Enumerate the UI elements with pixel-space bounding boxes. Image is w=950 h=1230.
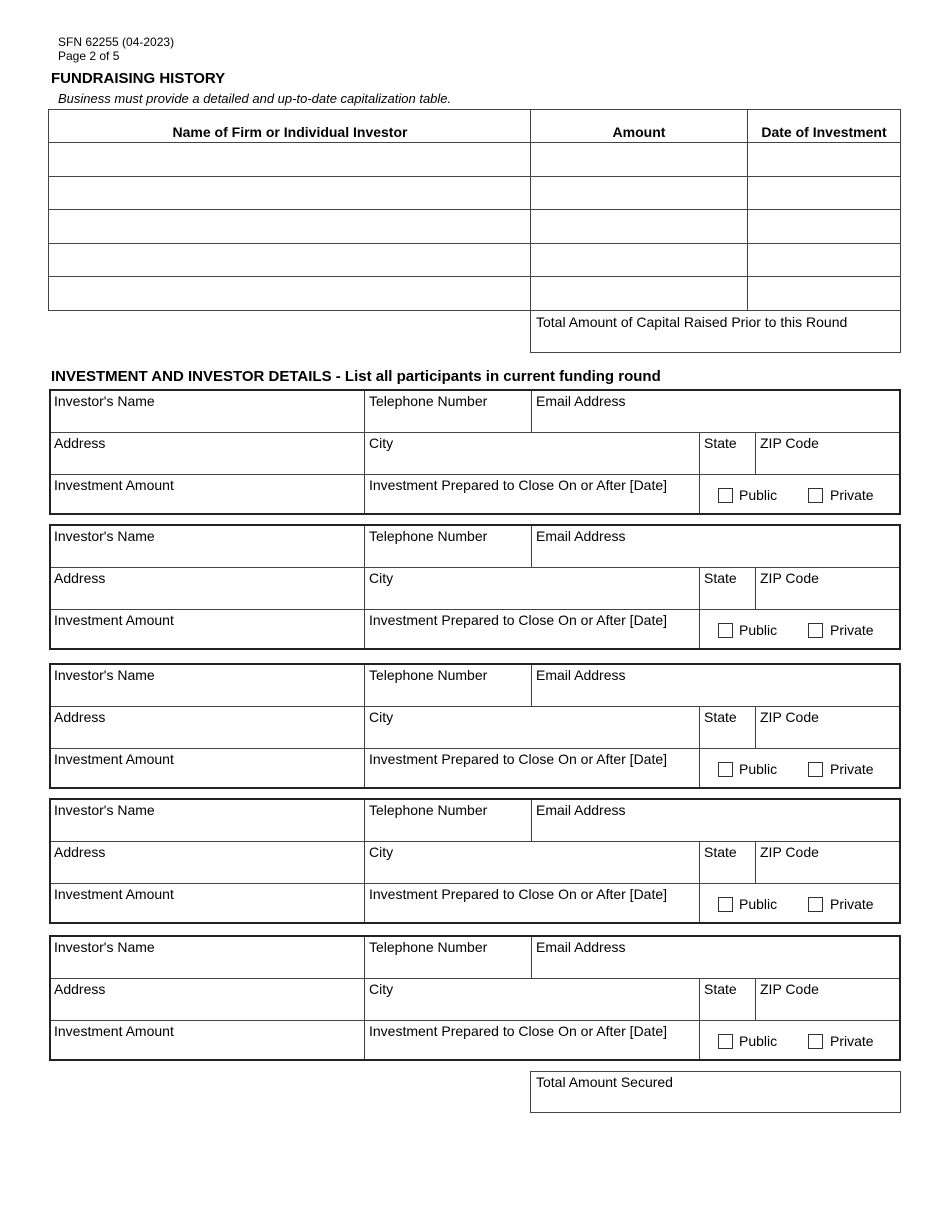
email-label: Email Address	[536, 939, 626, 955]
city-label: City	[369, 570, 394, 586]
state-label: State	[704, 981, 737, 997]
zip-label: ZIP Code	[760, 709, 819, 725]
fundraising-row-4-amount[interactable]	[531, 244, 746, 275]
investor-block-3	[49, 663, 901, 789]
public-label: Public	[739, 1033, 778, 1049]
investment-amount-field[interactable]	[51, 1021, 363, 1059]
fundraising-row-1-investor[interactable]	[49, 143, 529, 175]
email-label: Email Address	[536, 528, 626, 544]
state-label: State	[704, 709, 737, 725]
form-number: SFN 62255 (04-2023)	[58, 35, 175, 49]
close-date-label: Investment Prepared to Close On or After [Date]	[369, 751, 668, 767]
email-field[interactable]	[532, 526, 899, 567]
close-date-field[interactable]	[365, 1021, 699, 1059]
telephone-field[interactable]	[365, 937, 531, 978]
fundraising-row-5-amount[interactable]	[531, 277, 746, 309]
investment-title: INVESTMENT AND INVESTOR DETAILS - List all participants in current funding round	[51, 368, 661, 385]
email-field[interactable]	[532, 391, 899, 432]
investment-amount-label: Investment Amount	[54, 886, 174, 902]
total-prior-field[interactable]	[530, 310, 901, 353]
investment-amount-field[interactable]	[51, 610, 363, 648]
close-date-field[interactable]	[365, 610, 699, 648]
investor-name-field[interactable]	[51, 391, 363, 432]
telephone-label: Telephone Number	[369, 667, 488, 683]
public-checkbox[interactable]	[718, 1034, 733, 1049]
fundraising-row-2-amount[interactable]	[531, 177, 746, 208]
col-header-investor: Name of Firm or Individual Investor	[172, 124, 408, 140]
investor-block-1	[49, 389, 901, 515]
investment-amount-label: Investment Amount	[54, 612, 174, 628]
email-field[interactable]	[532, 665, 899, 706]
close-date-field[interactable]	[365, 475, 699, 513]
investor-name-field[interactable]	[51, 800, 363, 841]
telephone-label: Telephone Number	[369, 393, 488, 409]
private-checkbox[interactable]	[808, 488, 823, 503]
investor-name-label: Investor's Name	[54, 939, 155, 955]
fundraising-row-3-investor[interactable]	[49, 210, 529, 242]
total-secured-label: Total Amount Secured	[536, 1074, 673, 1090]
state-label: State	[704, 570, 737, 586]
city-field[interactable]	[365, 568, 699, 609]
close-date-label: Investment Prepared to Close On or After [Date]	[369, 477, 668, 493]
col-header-amount: Amount	[612, 124, 666, 140]
private-label: Private	[830, 761, 874, 777]
page-number: Page 2 of 5	[58, 49, 120, 63]
private-checkbox[interactable]	[808, 1034, 823, 1049]
public-label: Public	[739, 622, 778, 638]
fundraising-row-1-amount[interactable]	[531, 143, 746, 175]
state-field[interactable]	[700, 568, 755, 609]
zip-label: ZIP Code	[760, 844, 819, 860]
fundraising-row-4-date[interactable]	[748, 244, 899, 275]
state-field[interactable]	[700, 842, 755, 883]
fundraising-row-4-investor[interactable]	[49, 244, 529, 275]
public-checkbox[interactable]	[718, 762, 733, 777]
investment-amount-label: Investment Amount	[54, 477, 174, 493]
city-label: City	[369, 844, 394, 860]
col-header-date: Date of Investment	[761, 124, 887, 140]
fundraising-row-1-date[interactable]	[748, 143, 899, 175]
zip-field[interactable]	[756, 979, 899, 1020]
investor-name-field[interactable]	[51, 526, 363, 567]
public-label: Public	[739, 761, 778, 777]
total-secured-field[interactable]	[530, 1071, 901, 1113]
private-checkbox[interactable]	[808, 897, 823, 912]
city-label: City	[369, 435, 394, 451]
zip-label: ZIP Code	[760, 570, 819, 586]
state-field[interactable]	[700, 433, 755, 474]
email-field[interactable]	[532, 937, 899, 978]
close-date-field[interactable]	[365, 884, 699, 922]
zip-label: ZIP Code	[760, 981, 819, 997]
investor-name-field[interactable]	[51, 665, 363, 706]
city-label: City	[369, 981, 394, 997]
investor-block-2	[49, 524, 901, 650]
telephone-field[interactable]	[365, 391, 531, 432]
investor-block-4	[49, 798, 901, 924]
telephone-label: Telephone Number	[369, 528, 488, 544]
investor-name-label: Investor's Name	[54, 667, 155, 683]
close-date-field[interactable]	[365, 749, 699, 787]
investment-amount-field[interactable]	[51, 749, 363, 787]
city-field[interactable]	[365, 707, 699, 748]
address-label: Address	[54, 570, 106, 586]
investor-block-5	[49, 935, 901, 1061]
email-field[interactable]	[532, 800, 899, 841]
telephone-label: Telephone Number	[369, 802, 488, 818]
zip-field[interactable]	[756, 433, 899, 474]
address-field[interactable]	[51, 707, 363, 748]
zip-field[interactable]	[756, 842, 899, 883]
email-label: Email Address	[536, 393, 626, 409]
public-checkbox[interactable]	[718, 488, 733, 503]
investment-amount-field[interactable]	[51, 475, 363, 513]
investor-name-label: Investor's Name	[54, 393, 155, 409]
investor-name-field[interactable]	[51, 937, 363, 978]
address-label: Address	[54, 709, 106, 725]
fundraising-row-3-amount[interactable]	[531, 210, 746, 242]
fundraising-row-5-date[interactable]	[748, 277, 899, 309]
state-field[interactable]	[700, 707, 755, 748]
city-field[interactable]	[365, 842, 699, 883]
address-field[interactable]	[51, 433, 363, 474]
city-field[interactable]	[365, 979, 699, 1020]
telephone-field[interactable]	[365, 526, 531, 567]
total-prior-label: Total Amount of Capital Raised Prior to this Round	[536, 314, 848, 330]
investor-name-label: Investor's Name	[54, 802, 155, 818]
email-label: Email Address	[536, 667, 626, 683]
city-label: City	[369, 709, 394, 725]
email-label: Email Address	[536, 802, 626, 818]
zip-field[interactable]	[756, 707, 899, 748]
fundraising-title: FUNDRAISING HISTORY	[51, 70, 226, 87]
fundraising-row-5-investor[interactable]	[49, 277, 529, 309]
close-date-label: Investment Prepared to Close On or After [Date]	[369, 612, 668, 628]
fundraising-table	[0, 0, 950, 360]
zip-field[interactable]	[756, 568, 899, 609]
close-date-label: Investment Prepared to Close On or After [Date]	[369, 1023, 668, 1039]
state-label: State	[704, 844, 737, 860]
address-field[interactable]	[51, 842, 363, 883]
address-field[interactable]	[51, 568, 363, 609]
private-label: Private	[830, 896, 874, 912]
telephone-field[interactable]	[365, 665, 531, 706]
public-checkbox[interactable]	[718, 623, 733, 638]
private-label: Private	[830, 487, 874, 503]
public-checkbox[interactable]	[718, 897, 733, 912]
investor-name-label: Investor's Name	[54, 528, 155, 544]
private-checkbox[interactable]	[808, 623, 823, 638]
address-field[interactable]	[51, 979, 363, 1020]
investment-amount-label: Investment Amount	[54, 1023, 174, 1039]
fundraising-note: Business must provide a detailed and up-to-date capitalization table.	[58, 91, 452, 106]
public-label: Public	[739, 896, 778, 912]
private-label: Private	[830, 622, 874, 638]
telephone-field[interactable]	[365, 800, 531, 841]
address-label: Address	[54, 435, 106, 451]
fundraising-row-3-date[interactable]	[748, 210, 899, 242]
zip-label: ZIP Code	[760, 435, 819, 451]
public-label: Public	[739, 487, 778, 503]
private-checkbox[interactable]	[808, 762, 823, 777]
close-date-label: Investment Prepared to Close On or After [Date]	[369, 886, 668, 902]
address-label: Address	[54, 844, 106, 860]
address-label: Address	[54, 981, 106, 997]
investment-amount-label: Investment Amount	[54, 751, 174, 767]
state-label: State	[704, 435, 737, 451]
state-field[interactable]	[700, 979, 755, 1020]
telephone-label: Telephone Number	[369, 939, 488, 955]
fundraising-row-2-investor[interactable]	[49, 177, 529, 208]
investment-amount-field[interactable]	[51, 884, 363, 922]
private-label: Private	[830, 1033, 874, 1049]
city-field[interactable]	[365, 433, 699, 474]
fundraising-row-2-date[interactable]	[748, 177, 899, 208]
